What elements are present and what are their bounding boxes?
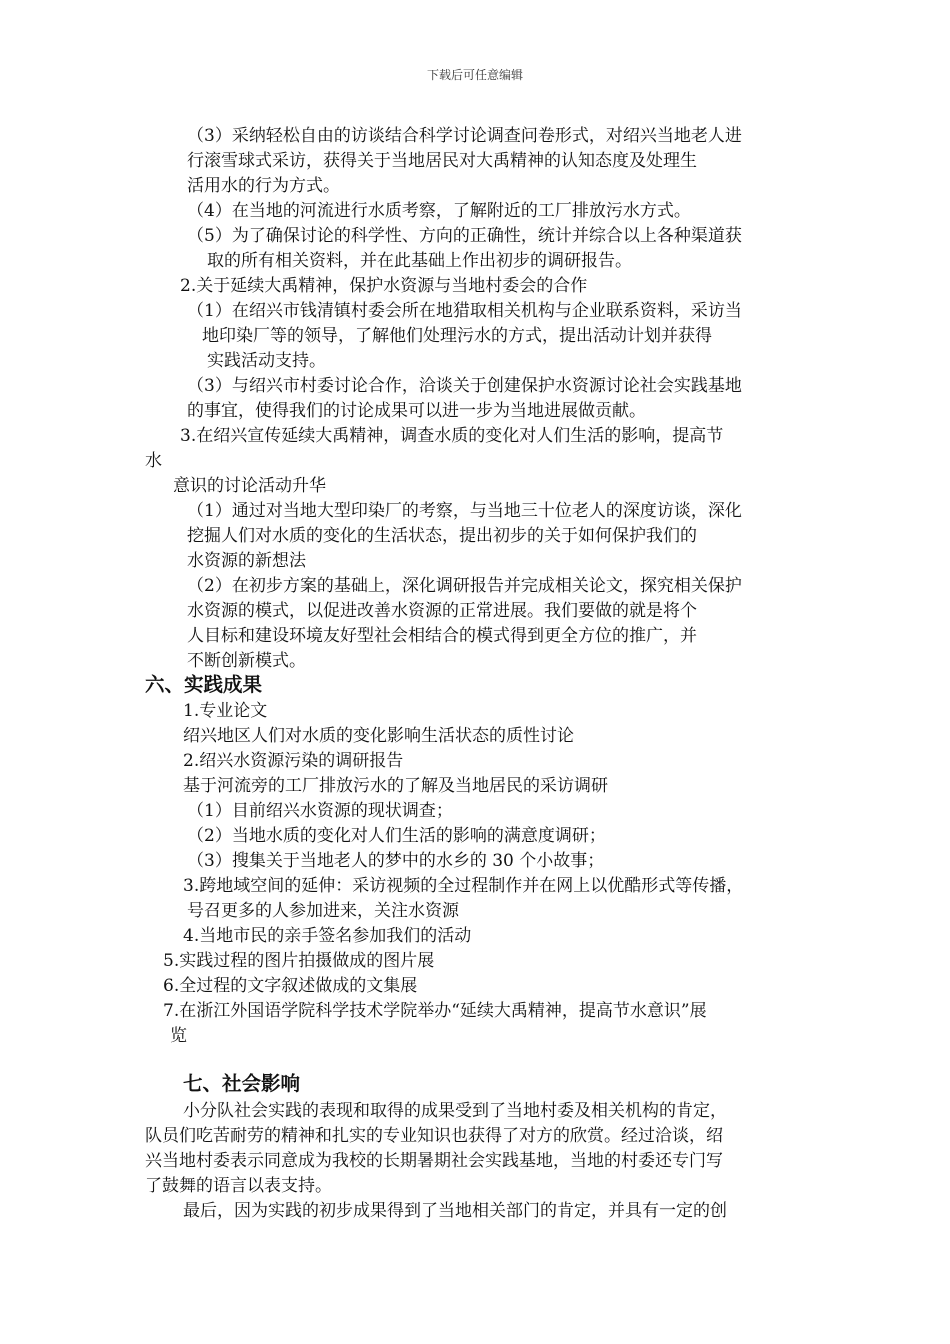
part2-item1-line3: 实践活动支持。 <box>207 351 326 371</box>
part2-item3-line2: 的事宜，使得我们的讨论成果可以进一步为当地进展做贡献。 <box>187 401 646 421</box>
result-7-line1: 7.在浙江外国语学院科学技术学院举办“延续大禹精神，提高节水意识”展 <box>163 1001 707 1021</box>
impact-p1-line2: 队员们吃苦耐劳的精神和扎实的专业知识也获得了对方的欣赏。经过洽谈，绍 <box>145 1126 723 1146</box>
result-2: 2.绍兴水资源污染的调研报告 <box>183 751 404 771</box>
part3-item2-line3: 人目标和建设环境友好型社会相结合的模式得到更全方位的推广，并 <box>187 626 697 646</box>
part2-item1-line2: 地印染厂等的领导，了解他们处理污水的方式，提出活动计划并获得 <box>202 326 712 346</box>
result-2-sub3: （3）搜集关于当地老人的梦中的水乡的 30 个小故事； <box>187 851 605 871</box>
result-1-desc: 绍兴地区人们对水质的变化影响生活状态的质性讨论 <box>183 726 574 746</box>
result-2-desc: 基于河流旁的工厂排放污水的了解及当地居民的采访调研 <box>183 776 608 796</box>
item3-line2: 行滚雪球式采访，获得关于当地居民对大禹精神的认知态度及处理生 <box>187 151 697 171</box>
item3-line3: 活用水的行为方式。 <box>187 176 340 196</box>
result-6: 6.全过程的文字叙述做成的文集展 <box>163 976 418 996</box>
section-6-heading: 六、实践成果 <box>145 673 263 696</box>
part3-title-line1: 3.在绍兴宣传延续大禹精神，调查水质的变化对人们生活的影响，提高节 <box>180 426 724 446</box>
result-1: 1.专业论文 <box>183 701 268 721</box>
part3-item2-line4: 不断创新模式。 <box>187 651 306 671</box>
item3-line1: （3）采纳轻松自由的访谈结合科学讨论调查问卷形式，对绍兴当地老人进 <box>187 126 742 146</box>
impact-p1-line3: 兴当地村委表示同意成为我校的长期暑期社会实践基地，当地的村委还专门写 <box>145 1151 723 1171</box>
part2-item1-line1: （1）在绍兴市钱清镇村委会所在地猎取相关机构与企业联系资料，采访当 <box>187 301 742 321</box>
result-3-line2: 号召更多的人参加进来，关注水资源 <box>187 901 459 921</box>
part3-item1-line3: 水资源的新想法 <box>187 551 306 571</box>
part3-title-line3: 意识的讨论活动升华 <box>173 476 326 496</box>
section-7-heading: 七、社会影响 <box>183 1072 301 1095</box>
part2-title: 2.关于延续大禹精神，保护水资源与当地村委会的合作 <box>180 276 588 296</box>
result-2-sub1: （1）目前绍兴水资源的现状调查； <box>187 801 453 821</box>
part3-item2-line2: 水资源的模式，以促进改善水资源的正常进展。我们要做的就是将个 <box>187 601 697 621</box>
result-3-line1: 3.跨地域空间的延伸：采访视频的全过程制作并在网上以优酷形式等传播， <box>183 876 744 896</box>
part3-item1-line2: 挖掘人们对水质的变化的生活状态，提出初步的关于如何保护我们的 <box>187 526 697 546</box>
result-7-line2: 览 <box>170 1026 187 1046</box>
result-5: 5.实践过程的图片拍摄做成的图片展 <box>163 951 435 971</box>
impact-p2-line1: 最后，因为实践的初步成果得到了当地相关部门的肯定，并具有一定的创 <box>183 1201 727 1221</box>
page-header-note: 下载后可任意编辑 <box>426 68 523 82</box>
impact-p1-line1: 小分队社会实践的表现和取得的成果受到了当地村委及相关机构的肯定， <box>183 1101 727 1121</box>
result-4: 4.当地市民的亲手签名参加我们的活动 <box>183 926 472 946</box>
result-2-sub2: （2）当地水质的变化对人们生活的影响的满意度调研； <box>187 826 606 846</box>
part3-item2-line1: （2）在初步方案的基础上，深化调研报告并完成相关论文，探究相关保护 <box>187 576 742 596</box>
impact-p1-line4: 了鼓舞的语言以表支持。 <box>145 1176 332 1196</box>
part3-item1-line1: （1）通过对当地大型印染厂的考察，与当地三十位老人的深度访谈，深化 <box>187 501 742 521</box>
part2-item3-line1: （3）与绍兴市村委讨论合作，洽谈关于创建保护水资源讨论社会实践基地 <box>187 376 742 396</box>
part3-title-line2: 水 <box>145 451 162 471</box>
item5-line2: 取的所有相关资料，并在此基础上作出初步的调研报告。 <box>207 251 632 271</box>
item4-line1: （4）在当地的河流进行水质考察，了解附近的工厂排放污水方式。 <box>187 201 691 221</box>
item5-line1: （5）为了确保讨论的科学性、方向的正确性，统计并综合以上各种渠道获 <box>187 226 742 246</box>
